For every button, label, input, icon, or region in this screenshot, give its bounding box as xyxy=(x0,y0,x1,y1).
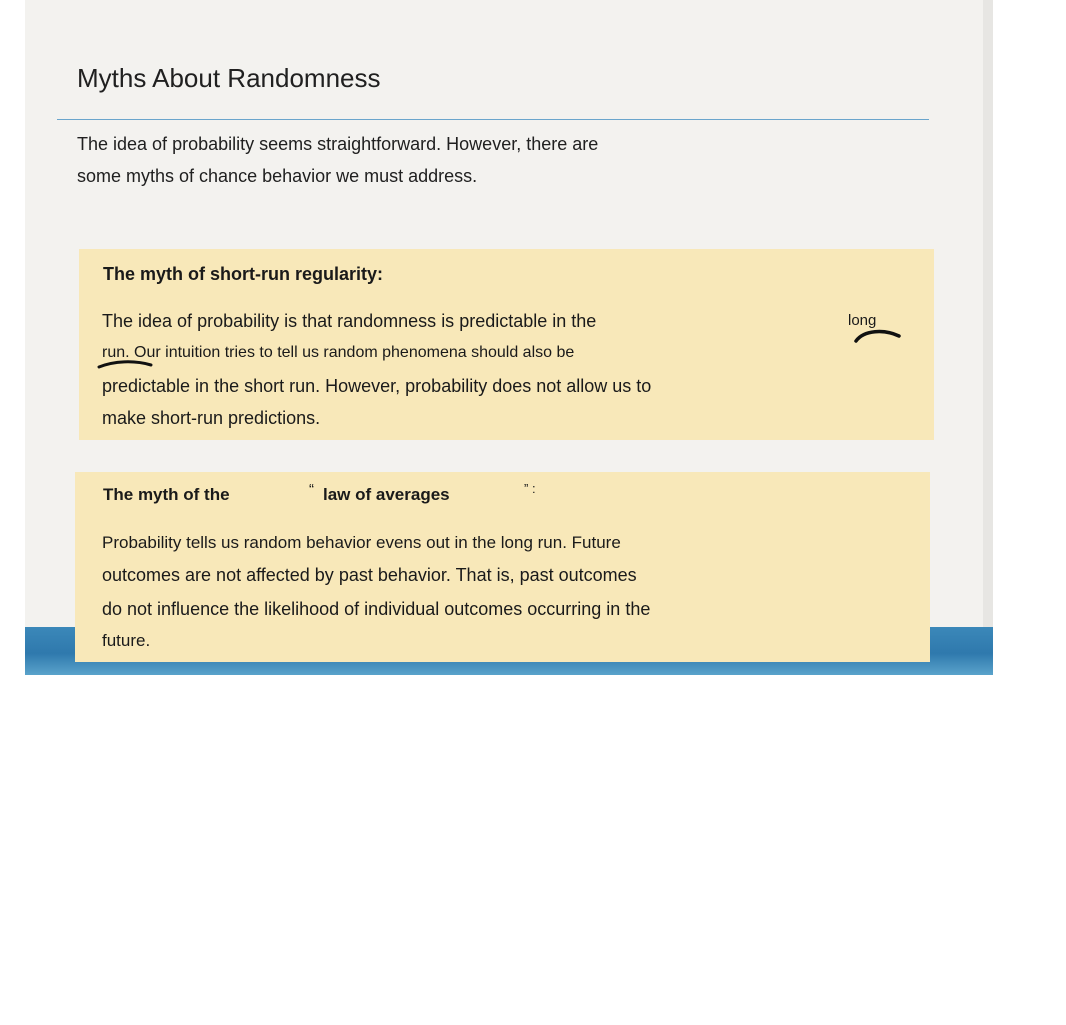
slide-title: Myths About Randomness xyxy=(77,63,381,93)
handwritten-underline-icon xyxy=(96,356,156,372)
title-divider xyxy=(57,119,929,120)
myth2-heading-term: law of averages xyxy=(323,485,450,504)
myth1-line-4: make short-run predictions. xyxy=(102,408,321,428)
myth2-heading-start: The myth of the xyxy=(103,485,230,504)
myth-law-of-averages-callout xyxy=(75,472,930,662)
myth1-line-1: The idea of probability is that randomness is predictable in the xyxy=(102,311,597,331)
myth2-line-2: outcomes are not affected by past behavior. That is, past outcomes xyxy=(102,565,637,585)
myth1-line-2-rest: . Our intuition tries to tell us random phenomena should also be xyxy=(125,344,575,361)
myth2-line-3: do not influence the likelihood of individual outcomes occurring in the xyxy=(102,599,651,619)
handwritten-arc-icon xyxy=(850,326,906,344)
slide-edge-shade xyxy=(983,0,993,627)
intro-line-2: some myths of chance behavior we must address. xyxy=(77,166,478,186)
intro-paragraph xyxy=(77,128,717,192)
myth1-line-3: predictable in the short run. However, probability does not allow us to xyxy=(102,376,652,396)
myth1-heading: The myth of short-run regularity: xyxy=(103,264,384,284)
myth1-line-2-word: run xyxy=(102,344,126,361)
myth-short-run-callout xyxy=(79,249,934,440)
myth2-line-1: Probability tells us random behavior evens out in the long run. Future xyxy=(102,533,621,552)
myth2-open-quote: “ xyxy=(309,481,314,498)
myth1-float-word: long xyxy=(848,312,877,329)
myth1-line-2 xyxy=(102,344,574,362)
intro-line-1: The idea of probability seems straightforward. However, there are xyxy=(77,134,599,154)
myth2-close-quote: ” : xyxy=(524,481,536,496)
myth2-line-4: future. xyxy=(102,631,151,650)
